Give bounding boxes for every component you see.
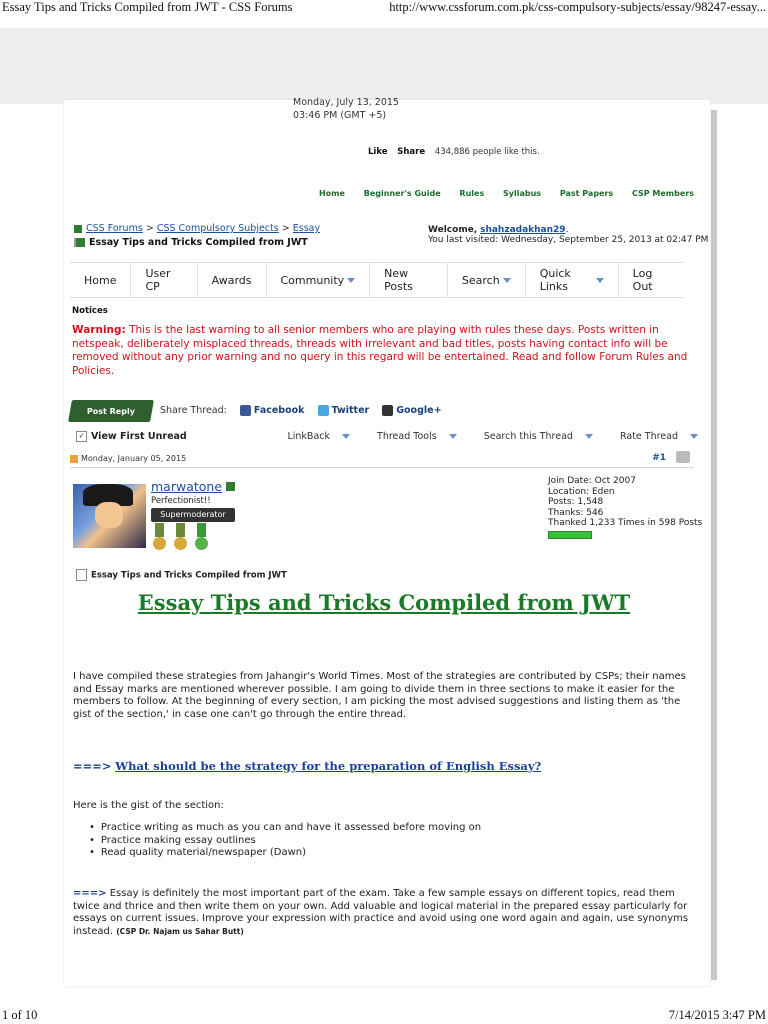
rate-thread-menu[interactable]: Rate Thread [608, 431, 698, 442]
view-first-unread[interactable]: ✓ View First Unread [76, 431, 187, 442]
post-username[interactable]: marwatone [151, 479, 223, 494]
list-item: • Practice writing as much as you can and have it assessed before moving on [89, 822, 481, 835]
chevron-down-icon [690, 434, 698, 439]
breadcrumb-css-forums[interactable]: CSS Forums [86, 223, 143, 234]
warning-notice: Warning: This is the last warning to all senior members who are playing with rules these days. Posts written in netspeak, deliberately misplaced threads, threads with irrelevant and bad titles, posts having contact info will be removed without any prior warning and no query in this regard will be entertained. Read and follow Forum Rules and Policies. [72, 324, 688, 377]
google-plus-icon [382, 405, 393, 416]
twitter-icon [318, 405, 329, 416]
post-number-link[interactable]: #1 [652, 453, 666, 463]
top-nav-home[interactable]: Home [318, 189, 345, 198]
nav-quick-links[interactable]: Quick Links [526, 263, 619, 297]
award-medals [153, 523, 211, 555]
user-info [151, 476, 235, 522]
thread-arrow-icon [74, 238, 85, 247]
online-status-icon [226, 482, 235, 491]
print-page-number: 1 of 10 [2, 1008, 38, 1022]
document-icon [76, 569, 87, 581]
nav-community[interactable]: Community [267, 263, 371, 297]
chevron-down-icon [585, 434, 593, 439]
gist-list [89, 822, 481, 860]
print-url: http://www.cssforum.com.pk/css-compulsory-subjects/essay/98247-essay... [389, 0, 766, 14]
post-reply-button[interactable]: Post Reply [68, 400, 154, 422]
main-nav [70, 262, 684, 298]
breadcrumb-essay[interactable]: Essay [292, 223, 321, 234]
post-date: Monday, January 05, 2015 [81, 454, 187, 463]
chevron-down-icon [347, 278, 355, 283]
scrollbar[interactable] [711, 110, 717, 980]
post-intro: I have compiled these strategies from Jahangir's World Times. Most of the strategies are contributed by CSPs; their names and Essay marks are mentioned wherever possible. I am going to divide them in three sections to make it easier for the members to follow. At the beginning of every section, I am picking the most advised suggestions and listing them as 'the gist of the section,' in case one can't go through the entire thread. [73, 671, 686, 720]
facebook-icon [240, 405, 251, 416]
breadcrumb-current: Essay Tips and Tricks Compiled from JWT [89, 237, 308, 248]
share-thread: Share Thread: Facebook Twitter Google+ [160, 405, 442, 416]
chevron-down-icon [596, 278, 604, 283]
avatar[interactable] [73, 484, 146, 548]
nav-awards[interactable]: Awards [198, 263, 267, 297]
breadcrumb-compulsory[interactable]: CSS Compulsory Subjects [156, 223, 279, 234]
nav-user-cp[interactable]: User CP [131, 263, 197, 297]
thread-tools-menu[interactable]: Thread Tools [365, 431, 457, 442]
top-nav-syllabus[interactable]: Syllabus [503, 189, 542, 198]
welcome-username[interactable]: shahzadakhan29 [480, 225, 566, 235]
chevron-down-icon [449, 434, 457, 439]
linkback-menu[interactable]: LinkBack [275, 431, 350, 442]
nav-home[interactable]: Home [70, 263, 131, 297]
nav-new-posts[interactable]: New Posts [370, 263, 448, 297]
post-title: Essay Tips and Tricks Compiled from JWT [76, 569, 287, 581]
search-thread-menu[interactable]: Search this Thread [472, 431, 593, 442]
nav-search[interactable]: Search [448, 263, 526, 297]
last-visit: You last visited: Wednesday, September 25, 2013 at 02:47 PM [428, 235, 709, 245]
user-title: Perfectionist!! [151, 496, 211, 506]
print-header [0, 0, 768, 16]
page-background-band [0, 28, 768, 104]
section-question: ===> What should be the strategy for the preparation of English Essay? [73, 759, 542, 773]
rank-badge: Supermoderator [151, 508, 235, 522]
post-paragraph: ===> Essay is definitely the most important part of the exam. Take a few sample essays on different topics, read them twice and thrice and then write them on your own. Add valuable and logical material in the prepared essay particularly for essays on current issues. Improve your expression with practice and avoid using one word again and again, use synonyms instead. (CSP Dr. Najam us Sahar Butt) [73, 888, 689, 937]
print-datetime: 7/14/2015 3:47 PM [668, 1008, 766, 1022]
nav-log-out[interactable]: Log Out [632, 267, 653, 293]
gist-label: Here is the gist of the section: [73, 800, 224, 811]
top-nav [303, 189, 694, 198]
user-stats: Join Date: Oct 2007 Location: Eden Posts: 1,548 Thanks: 546 Thanked 1,233 Times in 598 Posts [548, 476, 702, 539]
share-google[interactable]: Google+ [382, 405, 441, 416]
facebook-like-row [368, 147, 540, 157]
top-nav-past-papers[interactable]: Past Papers [559, 189, 614, 198]
notices-heading: Notices [72, 306, 108, 316]
thread-actions [70, 400, 700, 424]
like-count: 434,886 people like this. [434, 147, 540, 157]
chevron-down-icon [503, 278, 511, 283]
post-old-icon [70, 455, 78, 463]
post-headline: Essay Tips and Tricks Compiled from JWT [137, 590, 631, 615]
list-item: • Practice making essay outlines [89, 835, 481, 848]
current-date: Monday, July 13, 2015 03:46 PM (GMT +5) [293, 97, 399, 121]
print-footer [0, 1008, 768, 1024]
medal-icon[interactable] [174, 523, 187, 551]
breadcrumb: CSS Forums > CSS Compulsory Subjects > Essay Essay Tips and Tricks Compiled from JWT [74, 223, 320, 248]
report-icon[interactable] [676, 451, 690, 463]
like-button[interactable]: Like [368, 147, 388, 157]
checkmark-icon: ✓ [76, 431, 87, 442]
welcome-box: Welcome, shahzadakhan29. You last visited: Wednesday, September 25, 2013 at 02:47 PM [428, 225, 709, 245]
thread-sub-actions [76, 431, 698, 447]
share-facebook[interactable]: Facebook [240, 405, 305, 416]
print-title: Essay Tips and Tricks Compiled from JWT - CSS Forums [2, 0, 293, 14]
chevron-down-icon [342, 434, 350, 439]
post-header-bar [70, 451, 694, 468]
share-twitter[interactable]: Twitter [318, 405, 370, 416]
ribbon-icon[interactable] [195, 523, 208, 551]
share-button[interactable]: Share [397, 147, 426, 157]
reputation-bar [548, 531, 592, 539]
forum-home-icon [74, 225, 82, 233]
top-nav-rules[interactable]: Rules [459, 189, 485, 198]
top-nav-beginners-guide[interactable]: Beginner's Guide [363, 189, 441, 198]
list-item: • Read quality material/newspaper (Dawn) [89, 847, 481, 860]
thread-tools [263, 431, 698, 442]
top-nav-csp-members[interactable]: CSP Members [631, 189, 694, 198]
medal-icon[interactable] [153, 523, 166, 551]
